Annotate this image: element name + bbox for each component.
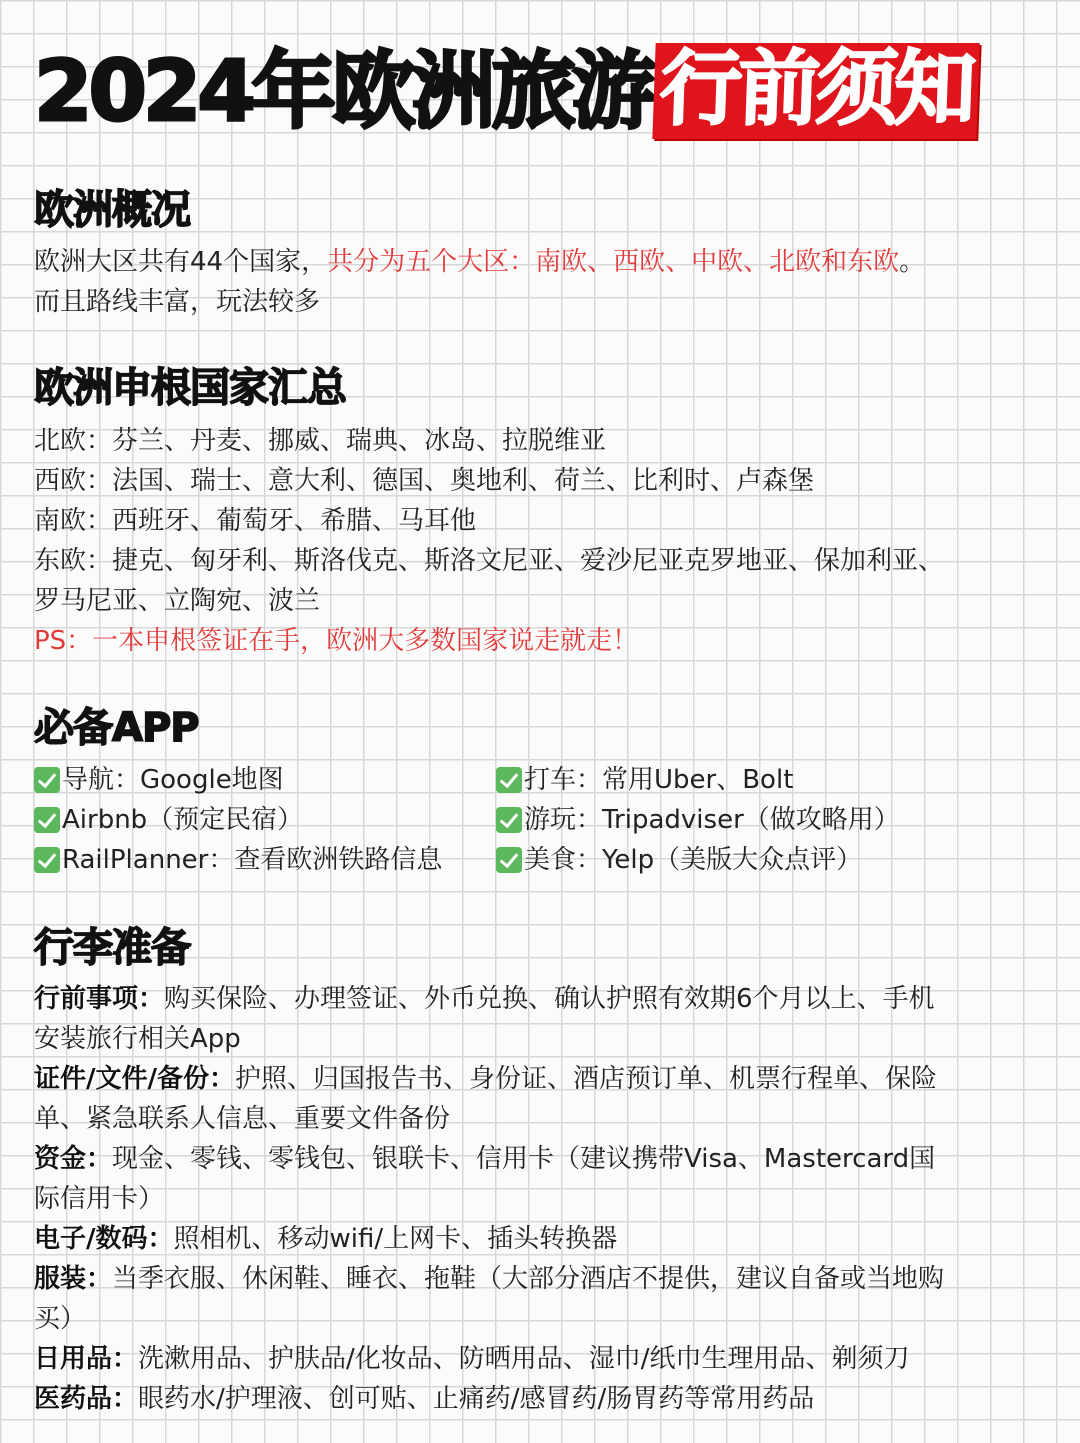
overview-end: 。 — [899, 247, 926, 277]
luggage-item-docs-cont: 单、紧急联系人信息、重要文件备份 — [34, 1104, 451, 1134]
luggage-text: 购买保险、办理签证、外币兑换、确认护照有效期6个月以上、手机 — [164, 984, 935, 1014]
overview-line-2: 而且路线丰富，玩法较多 — [34, 287, 321, 317]
luggage-text: 当季衣服、休闲鞋、睡衣、拖鞋（大部分酒店不提供，建议自备或当地购 — [112, 1264, 945, 1294]
schengen-heading: 欧洲申根国家汇总 — [34, 365, 346, 411]
app-item — [496, 800, 900, 840]
luggage-item-docs — [34, 1059, 937, 1099]
luggage-item-daily — [34, 1339, 910, 1379]
app-item — [34, 840, 442, 880]
check-icon — [34, 847, 60, 873]
app-label: RailPlanner：查看欧洲铁路信息 — [62, 845, 443, 875]
schengen-line-east: 东欧：捷克、匈牙利、斯洛伐克、斯洛文尼亚、爱沙尼亚克罗地亚、保加利亚、 — [34, 546, 945, 576]
luggage-item-money — [34, 1139, 935, 1179]
luggage-item-prep — [34, 979, 935, 1019]
check-icon — [496, 807, 522, 833]
title-main: 2024年欧洲旅游 — [34, 42, 652, 140]
luggage-label: 资金： — [34, 1144, 113, 1174]
luggage-label: 证件/文件/备份： — [34, 1064, 235, 1094]
luggage-text: 现金、零钱、零钱包、银联卡、信用卡（建议携带Visa、Mastercard国 — [112, 1144, 936, 1174]
page-title — [34, 36, 978, 146]
luggage-item-electronics — [34, 1219, 617, 1259]
schengen-line-east-cont: 罗马尼亚、立陶宛、波兰 — [34, 586, 321, 616]
luggage-item-money-cont: 际信用卡） — [34, 1184, 165, 1214]
luggage-label: 电子/数码： — [34, 1224, 174, 1254]
overview-heading: 欧洲概况 — [34, 187, 190, 233]
luggage-heading: 行李准备 — [34, 925, 190, 971]
app-label: Airbnb（预定民宿） — [62, 805, 304, 835]
luggage-label: 医药品： — [34, 1384, 139, 1414]
luggage-text: 眼药水/护理液、创可贴、止痛药/感冒药/肠胃药等常用药品 — [138, 1384, 815, 1414]
overview-line-1 — [34, 242, 925, 282]
check-icon — [496, 847, 522, 873]
luggage-label: 行前事项： — [34, 984, 165, 1014]
apps-heading: 必备APP — [34, 705, 199, 751]
luggage-text: 洗漱用品、护肤品/化妆品、防晒用品、湿巾/纸巾生理用品、剃须刀 — [138, 1344, 910, 1374]
schengen-line-west: 西欧：法国、瑞士、意大利、德国、奥地利、荷兰、比利时、卢森堡 — [34, 466, 815, 496]
app-label: 游玩：Tripadviser（做攻略用） — [524, 805, 900, 835]
title-highlight: 行前须知 — [652, 43, 979, 139]
schengen-ps: PS：一本申根签证在手，欧洲大多数国家说走就走！ — [34, 626, 639, 656]
app-label: 导航：Google地图 — [62, 765, 284, 795]
app-item — [496, 760, 793, 800]
app-item — [34, 760, 284, 800]
check-icon — [496, 767, 522, 793]
schengen-line-south: 南欧：西班牙、葡萄牙、希腊、马耳他 — [34, 506, 477, 536]
luggage-label: 服装： — [34, 1264, 113, 1294]
check-icon — [34, 767, 60, 793]
luggage-item-clothing-cont: 买） — [34, 1304, 87, 1334]
luggage-text: 护照、归国报告书、身份证、酒店预订单、机票行程单、保险 — [235, 1064, 938, 1094]
app-item — [496, 840, 862, 880]
luggage-item-medicine — [34, 1379, 814, 1419]
overview-text: 欧洲大区共有44个国家， — [34, 247, 328, 277]
schengen-line-north: 北欧：芬兰、丹麦、挪威、瑞典、冰岛、拉脱维亚 — [34, 426, 607, 456]
luggage-item-clothing — [34, 1259, 944, 1299]
app-label: 打车：常用Uber、Bolt — [524, 765, 794, 795]
app-item — [34, 800, 303, 840]
check-icon — [34, 807, 60, 833]
luggage-label: 日用品： — [34, 1344, 139, 1374]
overview-regions: 共分为五个大区：南欧、西欧、中欧、北欧和东欧 — [327, 247, 900, 277]
luggage-text: 照相机、移动wifi/上网卡、插头转换器 — [173, 1224, 618, 1254]
luggage-item-prep-cont: 安装旅行相关App — [34, 1024, 241, 1054]
app-label: 美食：Yelp（美版大众点评） — [524, 845, 863, 875]
